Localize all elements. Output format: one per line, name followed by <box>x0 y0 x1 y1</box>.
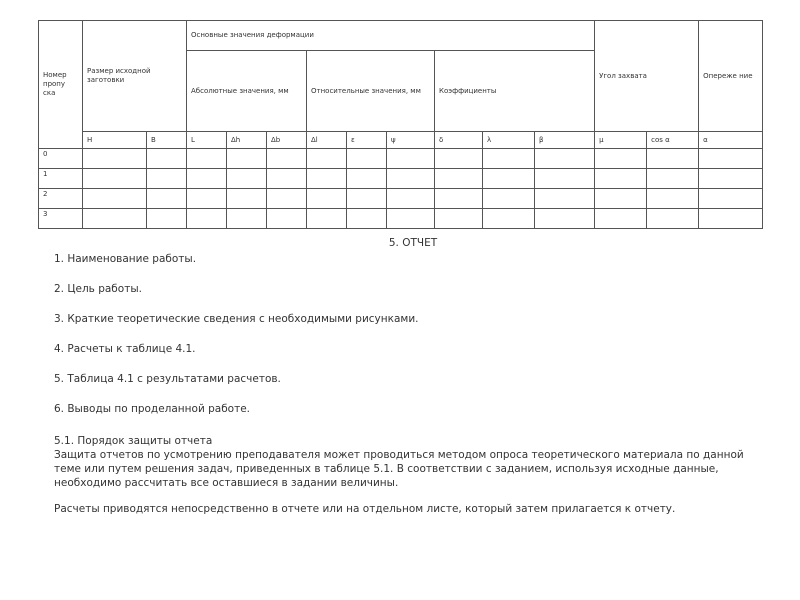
table-cell <box>187 209 227 229</box>
row-number-cell: 1 <box>39 169 83 189</box>
symbol-cell: ψ <box>387 132 435 149</box>
header-grip-angle: Угол захвата <box>595 21 699 132</box>
table-cell <box>699 169 763 189</box>
table-row <box>39 189 763 209</box>
report-item: 2. Цель работы. <box>54 283 142 295</box>
table-cell <box>483 169 535 189</box>
table-cell <box>387 209 435 229</box>
table-cell <box>307 209 347 229</box>
table-cell <box>227 189 267 209</box>
table-cell <box>483 149 535 169</box>
table-cell <box>647 149 699 169</box>
symbol-cell: μ <box>595 132 647 149</box>
table-cell <box>83 169 147 189</box>
table-cell <box>267 149 307 169</box>
table-cell <box>595 189 647 209</box>
symbol-cell: L <box>187 132 227 149</box>
table-cell <box>227 209 267 229</box>
header-coefficients: Коэффициенты <box>435 51 595 132</box>
table-cell <box>699 209 763 229</box>
report-title: 5. ОТЧЕТ <box>388 237 438 249</box>
symbol-cell: Δl <box>307 132 347 149</box>
calc-note: Расчеты приводятся непосредственно в отчете или на отдельном листе, который затем прилагается к отчету. <box>54 503 676 515</box>
defense-heading: 5.1. Порядок защиты отчета <box>54 435 213 447</box>
report-item: 6. Выводы по проделанной работе. <box>54 403 251 415</box>
header-main-deformation: Основные значения деформации <box>187 21 595 51</box>
header-lead: Опереже ние <box>699 21 763 132</box>
table-cell <box>83 149 147 169</box>
table-cell <box>307 149 347 169</box>
symbol-cell: Δh <box>227 132 267 149</box>
deformation-table <box>38 20 763 229</box>
table-cell <box>83 209 147 229</box>
table-cell <box>147 169 187 189</box>
table-cell <box>387 189 435 209</box>
header-blank-size: Размер исходной заготовки <box>83 21 187 132</box>
header-relative-values: Относительные значения, мм <box>307 51 435 132</box>
symbol-cell: H <box>83 132 147 149</box>
table-cell <box>267 189 307 209</box>
table-cell <box>483 209 535 229</box>
symbol-cell: Δb <box>267 132 307 149</box>
table-cell <box>187 149 227 169</box>
table-cell <box>699 189 763 209</box>
symbol-cell: δ <box>435 132 483 149</box>
symbol-cell: cos α <box>647 132 699 149</box>
table-cell <box>147 149 187 169</box>
table-cell <box>535 149 595 169</box>
symbol-cell: ε <box>347 132 387 149</box>
defense-text: Защита отчетов по усмотрению преподавателя может проводиться методом опроса теоретического материала по данной теме или путем решения задач, приведенных в таблице 5.1. В соответствии с заданием, используя исходные данные, необходимо рассчитать все оставшиеся в задании величины. <box>54 449 744 489</box>
table-cell <box>647 209 699 229</box>
table-cell <box>647 169 699 189</box>
table-cell <box>595 149 647 169</box>
table-cell <box>267 169 307 189</box>
table-cell <box>187 169 227 189</box>
table-cell <box>307 189 347 209</box>
report-item: 3. Краткие теоретические сведения с необходимыми рисунками. <box>54 313 419 325</box>
table-cell <box>535 209 595 229</box>
table-cell <box>147 209 187 229</box>
table-cell <box>435 189 483 209</box>
table-cell <box>267 209 307 229</box>
row-number-cell: 0 <box>39 149 83 169</box>
table-cell <box>699 149 763 169</box>
table-cell <box>535 189 595 209</box>
table-cell <box>347 209 387 229</box>
table-cell <box>595 169 647 189</box>
table-cell <box>347 169 387 189</box>
row-number-cell: 2 <box>39 189 83 209</box>
table-cell <box>227 169 267 189</box>
table-cell <box>347 149 387 169</box>
symbol-cell: β <box>535 132 595 149</box>
report-item: 5. Таблица 4.1 с результатами расчетов. <box>54 373 281 385</box>
table-cell <box>435 169 483 189</box>
table-row <box>39 169 763 189</box>
row-number-cell: 3 <box>39 209 83 229</box>
table-cell <box>595 209 647 229</box>
table-cell <box>483 189 535 209</box>
table-cell <box>227 149 267 169</box>
header-row-number: Номер пропу ска <box>39 21 83 149</box>
report-item: 4. Расчеты к таблице 4.1. <box>54 343 196 355</box>
table-cell <box>387 169 435 189</box>
table-cell <box>307 169 347 189</box>
table-cell <box>387 149 435 169</box>
table-row <box>39 149 763 169</box>
table-row <box>39 209 763 229</box>
report-item: 1. Наименование работы. <box>54 253 197 265</box>
deformation-table-container <box>38 20 762 229</box>
report-section <box>54 236 764 516</box>
table-cell <box>535 169 595 189</box>
table-cell <box>147 189 187 209</box>
table-cell <box>347 189 387 209</box>
table-cell <box>187 189 227 209</box>
table-cell <box>83 189 147 209</box>
table-cell <box>647 189 699 209</box>
symbol-cell: α <box>699 132 763 149</box>
header-absolute-values: Абсолютные значения, мм <box>187 51 307 132</box>
symbol-cell: λ <box>483 132 535 149</box>
symbol-cell: B <box>147 132 187 149</box>
table-cell <box>435 149 483 169</box>
table-cell <box>435 209 483 229</box>
